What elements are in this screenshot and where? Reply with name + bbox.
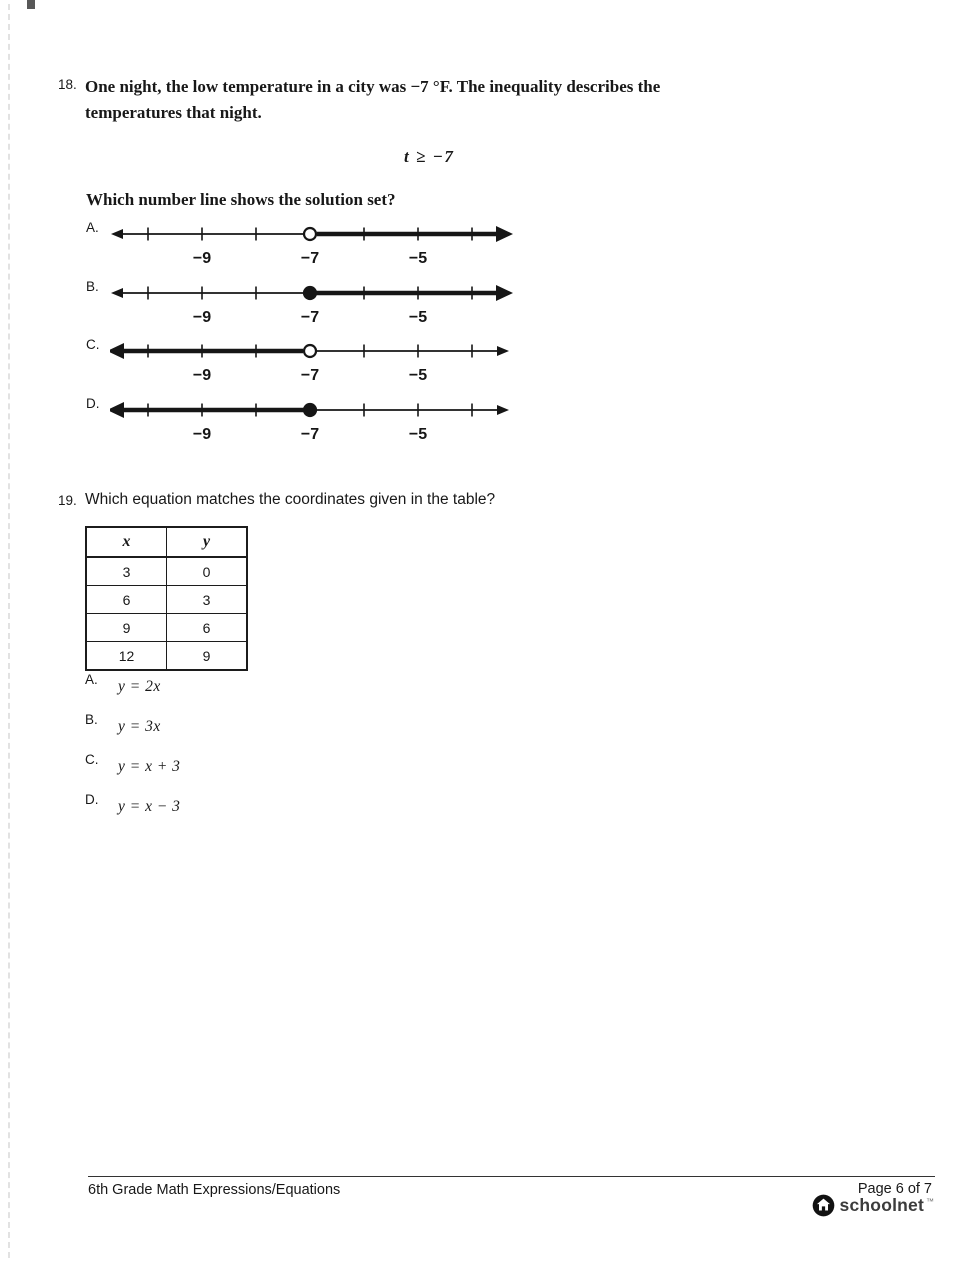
answer-option-b	[84, 278, 564, 337]
option-equation-c: y = x + 3	[118, 758, 181, 775]
question-18	[58, 74, 748, 127]
question-19	[58, 491, 495, 509]
option-equation-a: y = 2x	[118, 678, 161, 695]
table-row	[86, 557, 247, 586]
svg-text:−7: −7	[300, 308, 320, 326]
svg-text:−5: −5	[408, 367, 428, 384]
option-label-c: C.	[86, 337, 100, 352]
option-equation-b: y = 3x	[118, 718, 161, 735]
answer-option-a	[84, 219, 564, 278]
cell-x: 6	[86, 586, 167, 614]
question-18-prompt: Which number line shows the solution set?	[86, 190, 396, 209]
answer-option-c	[85, 752, 305, 792]
table-header-y: y	[167, 527, 248, 557]
cell-x: 3	[86, 557, 167, 586]
table-row	[86, 586, 247, 614]
number-line-graph-c	[110, 338, 514, 386]
option-label-c: C.	[85, 752, 99, 767]
table-row	[86, 642, 247, 671]
cell-y: 0	[167, 557, 248, 586]
question-19-answer-options	[85, 672, 305, 832]
cell-y: 6	[167, 614, 248, 642]
table-row	[86, 614, 247, 642]
number-line-graph-b	[110, 280, 514, 328]
answer-option-d	[84, 395, 564, 454]
answer-option-a	[85, 672, 305, 712]
schoolnet-logo	[812, 1194, 934, 1217]
option-label-a: A.	[86, 220, 99, 235]
question-19-number: 19.	[58, 493, 77, 508]
answer-option-c	[84, 336, 564, 395]
option-label-b: B.	[86, 278, 99, 294]
coordinates-table	[85, 526, 248, 671]
answer-option-d	[85, 792, 305, 832]
scan-artifact-left-edge	[8, 4, 10, 1258]
svg-text:−7: −7	[300, 367, 320, 384]
number-line-graph-d	[110, 397, 514, 445]
number-line-graph-a	[110, 221, 514, 269]
cell-x: 9	[86, 614, 167, 642]
svg-text:−9: −9	[192, 308, 212, 326]
svg-text:−7: −7	[300, 250, 320, 267]
question-18-number: 18.	[58, 77, 77, 92]
answer-option-b	[85, 712, 305, 752]
table-header-x: x	[86, 527, 167, 557]
option-equation-d: y = x − 3	[118, 798, 181, 815]
cell-x: 12	[86, 642, 167, 671]
schoolnet-schoolhouse-icon	[812, 1194, 835, 1217]
option-label-b: B.	[85, 712, 98, 727]
footer-divider	[88, 1176, 935, 1177]
svg-text:−7: −7	[300, 425, 320, 443]
option-label-d: D.	[86, 395, 100, 411]
footer-page-number: Page 6 of 7	[857, 1181, 932, 1197]
table-header-row	[86, 527, 247, 557]
cell-y: 9	[167, 642, 248, 671]
svg-text:−5: −5	[408, 308, 428, 326]
svg-text:−9: −9	[192, 425, 212, 443]
question-18-answer-options	[84, 219, 564, 453]
svg-text:−5: −5	[408, 250, 428, 267]
scan-artifact-corner-mark	[27, 0, 35, 9]
question-19-text: Which equation matches the coordinates given in the table?	[85, 491, 496, 508]
trademark-symbol: ™	[926, 1197, 934, 1206]
svg-text:−9: −9	[192, 367, 212, 384]
cell-y: 3	[167, 586, 248, 614]
option-label-d: D.	[85, 792, 99, 807]
option-label-a: A.	[85, 672, 98, 687]
inequality-expression: t ≥ −7	[404, 147, 455, 166]
svg-text:−5: −5	[408, 425, 428, 443]
question-18-text: One night, the low temperature in a city was −7 °F. The inequality describes the temperatures that night.	[85, 77, 661, 123]
schoolnet-logo-text: schoolnet	[839, 1195, 924, 1215]
footer-document-title: 6th Grade Math Expressions/Equations	[88, 1182, 341, 1198]
svg-text:−9: −9	[192, 250, 212, 267]
